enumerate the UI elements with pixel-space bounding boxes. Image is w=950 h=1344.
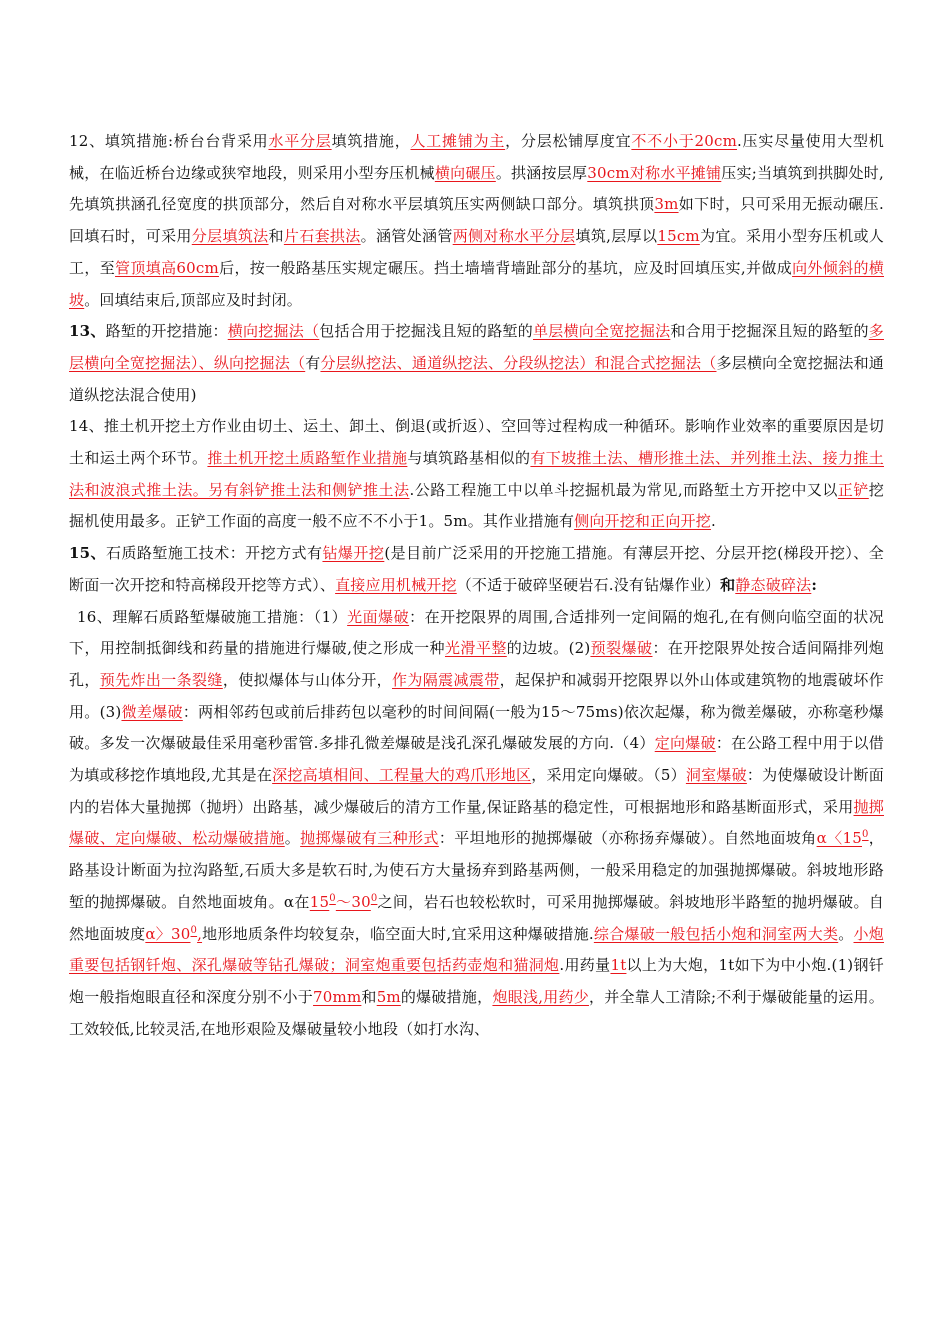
- text-run: 。回填结束后,顶部应及时封闭。: [84, 290, 302, 309]
- highlighted-term: 分层填筑法: [191, 227, 269, 246]
- text-run: 和合用于挖掘深且短的路堑的: [670, 322, 869, 341]
- highlighted-term: 水平分层: [268, 132, 332, 150]
- highlighted-term: 作为隔震减震带: [392, 670, 500, 689]
- text-run: .公路工程施工中以单斗挖掘机最为常见,而路堑土方开挖中又以: [409, 480, 838, 499]
- highlighted-term: 深挖高填相间、工程量大的鸡爪形地区: [272, 766, 532, 785]
- highlighted-term: 15cm: [657, 227, 700, 246]
- highlighted-term: 预裂爆破: [590, 639, 653, 658]
- highlighted-term: 单层横向全宽挖掘法: [532, 322, 671, 341]
- text-run: 填筑措施，: [331, 132, 411, 150]
- text-run: 16、理解石质路堑爆破施工措施：（1）: [77, 607, 348, 626]
- text-run: .用药量: [559, 956, 611, 975]
- bold-text: 13、: [69, 322, 106, 341]
- highlighted-term: 0: [329, 892, 336, 904]
- text-run: 。涵管处涵管: [360, 227, 453, 246]
- text-run: ，路基设计断面为拉沟路堑,石质大多是软石时,为使石方大量扬弃到路基两侧，一般采用稳定的加强抛掷爆破。斜坡地形路堑的抛掷爆破。自然地面坡角。α在: [69, 829, 884, 911]
- highlighted-term: 0: [862, 829, 869, 841]
- highlighted-term: 1t: [610, 956, 627, 975]
- text-run: ：在开挖限界处按合适间隔排列炮孔，: [69, 639, 884, 689]
- text-run: ：为使爆破设计断面内的岩体大量抛掷（抛坍）出路基，减少爆破后的清方工作量,保证路基的稳定性，可根据地形和路基断面形式，采用: [69, 766, 884, 816]
- text-run: 和: [361, 987, 377, 1006]
- highlighted-term: α〈15: [816, 829, 863, 848]
- text-run: 和: [268, 227, 284, 246]
- bold-text: 和: [720, 575, 736, 594]
- highlighted-term: 管顶填高60cm: [115, 258, 219, 277]
- highlighted-term: 多层横向全宽挖掘法）、纵向挖掘法（: [69, 322, 884, 372]
- text-run: 地形地质条件均较复杂，临空面大时,宜采用这种爆破措施.: [202, 924, 594, 943]
- highlighted-term: 抛掷爆破有三种形式: [300, 829, 439, 848]
- highlighted-term: 分层纵挖法、通道纵挖法、分段纵挖法）和混合式挖掘法（: [320, 353, 717, 372]
- text-run: 。: [284, 829, 301, 848]
- paragraph-p13: [69, 316, 884, 411]
- text-run: ，使拟爆体与山体分开，: [222, 670, 392, 689]
- highlighted-term: 洞室爆破: [685, 766, 747, 785]
- text-run: 为宜。采用小型夯压机或人工，至: [69, 227, 884, 277]
- text-run: 之间，岩石也较松软时，可采用抛掷爆破。斜坡地形半路堑的抛坍爆破。自然地面坡度: [69, 892, 884, 943]
- text-run: 。拱涵按层厚: [495, 163, 588, 182]
- paragraph-p15: [69, 538, 884, 601]
- highlighted-term: 横向碾压: [434, 163, 496, 182]
- highlighted-term: 向外倾斜的横坡: [69, 258, 884, 309]
- paragraph-p12: [69, 126, 884, 316]
- highlighted-term: 有下坡推土法、槽形推土法、并列推土法、接力推土法和波浪式推土法。另有斜铲推土法和侧铲推土法: [69, 449, 884, 499]
- text-run: ：平坦地形的抛掷爆破（亦称扬弃爆破）。自然地面坡角: [438, 829, 817, 848]
- text-run: .压实尽量使用大型机械，在临近桥台边缘或狭窄地段，则采用小型夯压机械: [69, 132, 884, 182]
- highlighted-term: ～30: [335, 892, 371, 911]
- highlighted-term: 直接应用机械开挖: [335, 575, 457, 594]
- highlighted-term: 正铲: [837, 480, 869, 499]
- highlighted-term: 侧向开挖和正向开挖: [574, 512, 711, 531]
- text-run: ：在公路工程中用于以借为填或移挖作填地段,尤其是在: [69, 734, 884, 785]
- text-run: 包括合用于挖掘浅且短的路堑的: [319, 322, 533, 341]
- text-run: 路堑的开挖措施：: [105, 322, 228, 341]
- highlighted-term: 钻爆开挖: [322, 544, 385, 563]
- text-run: ：在开挖限界的周围,合适排列一定间隔的炮孔,在有侧向临空面的状况下，用控制抵御线和药量的措施进行爆破,使之形成一种: [69, 607, 884, 658]
- text-run: ：两相邻药包或前后排药包以毫秒的时间间隔(一般为15～75ms)依次起爆，称为微差爆破，亦称毫秒爆破。多发一次爆破最佳采用毫秒雷管.多排孔微差爆破是浅孔深孔爆破发展的方向.（4）: [69, 702, 884, 753]
- text-run: 挖掘机使用最多。正铲工作面的高度一般不应不不小于1。5m。其作业措施有: [69, 480, 884, 531]
- text-run: 压实;当填筑到拱脚处时,先填筑拱涵孔径宽度的拱顶部分，然后自对称水平层填筑压实两侧缺口部分。填筑拱顶: [69, 163, 884, 214]
- text-run: 如下时，只可采用无振动碾压.回填石时，可采用: [69, 195, 884, 246]
- bold-text: 15、: [69, 544, 106, 563]
- text-run: 与填筑路基相似的: [407, 449, 531, 468]
- highlighted-term: 0: [370, 892, 378, 904]
- text-run: 有: [305, 353, 321, 372]
- text-run: 后，按一般路基压实规定碾压。挡土墙墙背墙趾部分的基坑，应及时回填压实,并做成: [218, 258, 793, 277]
- highlighted-term: 抛掷爆破、定向爆破、松动爆破措施: [69, 797, 884, 848]
- highlighted-term: 光面爆破: [347, 607, 410, 626]
- highlighted-term: 不不小于20cm: [631, 132, 738, 150]
- highlighted-term: 3m: [654, 195, 679, 214]
- text-run: 以上为大炮，1t如下为中小炮.(1)钢钎炮一般指炮眼直径和深度分别不小于: [69, 956, 885, 1006]
- highlighted-term: 5m: [376, 987, 401, 1006]
- highlighted-term: 静态破碎法: [735, 575, 812, 594]
- text-run: ，分层松铺厚度宜: [505, 132, 632, 150]
- text-run: ，并全靠人工清除;不利于爆破能量的运用。工效较低,比较灵活,在地形艰险及爆破量较小地段（如打水沟、: [69, 987, 885, 1038]
- highlighted-term: 预先炸出一条裂缝: [99, 670, 223, 689]
- bold-text: :: [811, 575, 818, 594]
- text-run: 的爆破措施，: [400, 987, 493, 1006]
- highlighted-term: 横向挖掘法（: [227, 322, 320, 341]
- highlighted-term: α〉30: [145, 924, 191, 943]
- text-run: 12、填筑措施:桥台台背采用: [69, 132, 269, 150]
- text-run: 填筑,层厚以: [575, 227, 658, 246]
- highlighted-term: 0: [190, 924, 198, 936]
- highlighted-term: 微差爆破: [121, 702, 183, 721]
- paragraph-p16: [69, 602, 884, 1046]
- text-run: 。: [838, 924, 854, 943]
- text-run: 石质路堑施工技术：开挖方式有: [106, 544, 323, 563]
- highlighted-term: 两侧对称水平分层: [452, 227, 576, 246]
- text-run: 多层横向全宽挖掘法和通道纵挖法混合使用): [69, 353, 885, 404]
- text-run: .: [710, 512, 716, 531]
- text-run: (是目前广泛采用的开挖施工措施。有薄层开挖、分层开挖(梯段开挖）、全断面一次开挖和特高梯段开挖等方式）、: [69, 544, 884, 594]
- highlighted-term: 片石套拱法: [283, 227, 361, 246]
- text-run: （不适于破碎坚硬岩石.没有钻爆作业）: [456, 575, 721, 594]
- paragraph-p14: [69, 411, 884, 538]
- text-run: ，采用定向爆破。（5）: [531, 766, 686, 785]
- highlighted-term: 30cm对称水平摊铺: [587, 163, 722, 182]
- highlighted-term: 15: [309, 892, 330, 911]
- highlighted-term: ,: [197, 924, 203, 943]
- text-run: 14、推土机开挖土方作业由切土、运土、卸土、倒退(或折返）、空回等过程构成一种循环。影响作业效率的重要原因是切土和运土两个环节。: [69, 417, 884, 468]
- text-run: 的边坡。(2): [506, 639, 591, 658]
- highlighted-term: 70mm: [313, 987, 362, 1006]
- highlighted-term: 定向爆破: [654, 734, 716, 753]
- highlighted-term: 炮眼浅,用药少: [492, 987, 589, 1006]
- highlighted-term: 人工摊铺为主: [410, 132, 506, 150]
- highlighted-term: 综合爆破一般包括小炮和洞室两大类: [593, 924, 839, 943]
- text-run: ，起保护和减弱开挖限界以外山体或建筑物的地震破坏作用。(3): [69, 670, 884, 721]
- highlighted-term: 光滑平整: [444, 639, 507, 658]
- highlighted-term: 小炮重要包括钢钎炮、深孔爆破等钻孔爆破；洞室炮重要包括药壶炮和猫洞炮: [69, 924, 884, 975]
- highlighted-term: 推土机开挖土质路堑作业措施: [207, 449, 408, 468]
